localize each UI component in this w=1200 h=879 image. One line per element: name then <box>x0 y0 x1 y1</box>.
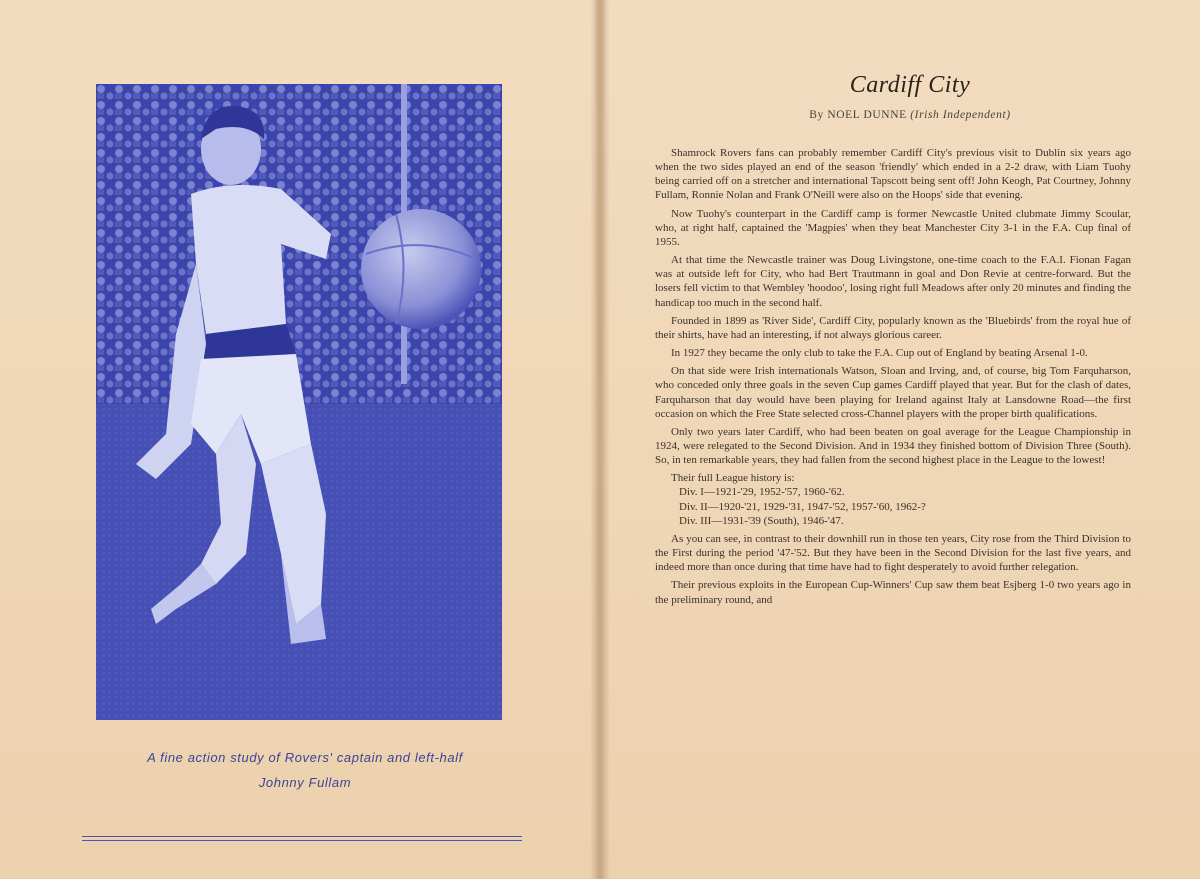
byline-publication: (Irish Independent) <box>910 109 1011 121</box>
paragraph: Their previous exploits in the European Cup-Winners' Cup saw them beat Esjberg 1-0 two years ago in the preliminary round, and <box>655 579 1131 606</box>
league-history <box>655 471 1131 528</box>
divider-rule-top <box>82 836 522 837</box>
paragraph: Founded in 1899 as 'River Side', Cardiff City, popularly known as the 'Bluebirds' from the royal hue of their shirts, have had an interesting, if not always glorious career. <box>655 314 1131 341</box>
caption-line-1: A fine action study of Rovers' captain and left-half <box>147 750 463 765</box>
byline-author: By NOEL DUNNE <box>809 109 907 121</box>
page-gutter <box>590 0 610 879</box>
player-action-photo <box>96 84 502 720</box>
paragraph: Only two years later Cardiff, who had been beaten on goal average for the League Championship in 1924, were relegated to the Second Division. And in 1934 they finished bottom of Division Three (South). So, in ten remarkable years, they had fallen from the second highest place in the League to the lowest! <box>655 425 1131 467</box>
paragraph: Now Tuohy's counterpart in the Cardiff camp is former Newcastle United clubmate Jimmy Scoular, who, at right half, captained the 'Magpies' when they beat Manchester City 3-1 in the F.A. Cup final of 1955. <box>655 207 1131 248</box>
league-history-row: Div. I—1921-'29, 1952-'57, 1960-'62. <box>679 486 845 499</box>
league-history-row: Div. II—1920-'21, 1929-'31, 1947-'52, 1957-'60, 1962-? <box>679 500 926 513</box>
photo-caption <box>70 745 540 795</box>
divider-rule-bottom <box>82 840 522 841</box>
paragraph: In 1927 they became the only club to take the F.A. Cup out of England by beating Arsenal 1-0. <box>671 347 1088 360</box>
article-body <box>655 146 1131 611</box>
paragraph: On that side were Irish internationals Watson, Sloan and Irving, and, of course, big Tom Farquharson, who conceded only three goals in the seven Cup games Cardiff played that year. But for the clash of dates, Farquharson that day would have been playing for Ireland against Italy at Lansdowne Road—the first occasion on which the Free State selected cross-Channel players with the proper birth qualifications. <box>655 365 1131 420</box>
caption-line-2: Johnny Fullam <box>258 775 352 790</box>
league-history-row: Div. III—1931-'39 (South), 1946-'47. <box>679 514 844 527</box>
league-history-lead: Their full League history is: <box>671 472 795 485</box>
paragraph: At that time the Newcastle trainer was Doug Livingstone, one-time coach to the F.A.I. Fionan Fagan was at outside left for City, who had Bert Trautmann in goal and Don Revie at centre-forward. But the losers fell victim to that Wembley 'hoodoo', losing right full Meadows after only 20 minutes and finding the handicap too much in the second half. <box>655 254 1131 309</box>
paragraph: As you can see, in contrast to their downhill run in those ten years, City rose from the Third Division to the First during the period '47-'52. But they have been in the Second Division for the last five years, and indeed more than once during that time have had to fight desperately to avoid further relegation. <box>655 532 1131 574</box>
article-title: Cardiff City <box>849 72 971 98</box>
paragraph: Shamrock Rovers fans can probably remember Cardiff City's previous visit to Dublin six years ago when the two sides played an end of the season 'friendly' which ended in a 2-2 draw, with Liam Tuohy being carried off on a stretcher and international Tapscott being sent off! John Keogh, Pat Courtney, Johnny Fullam, Ronnie Nolan and Frank O'Neill were also on the Hoops' side that evening. <box>655 147 1131 202</box>
article-byline <box>620 109 1200 121</box>
